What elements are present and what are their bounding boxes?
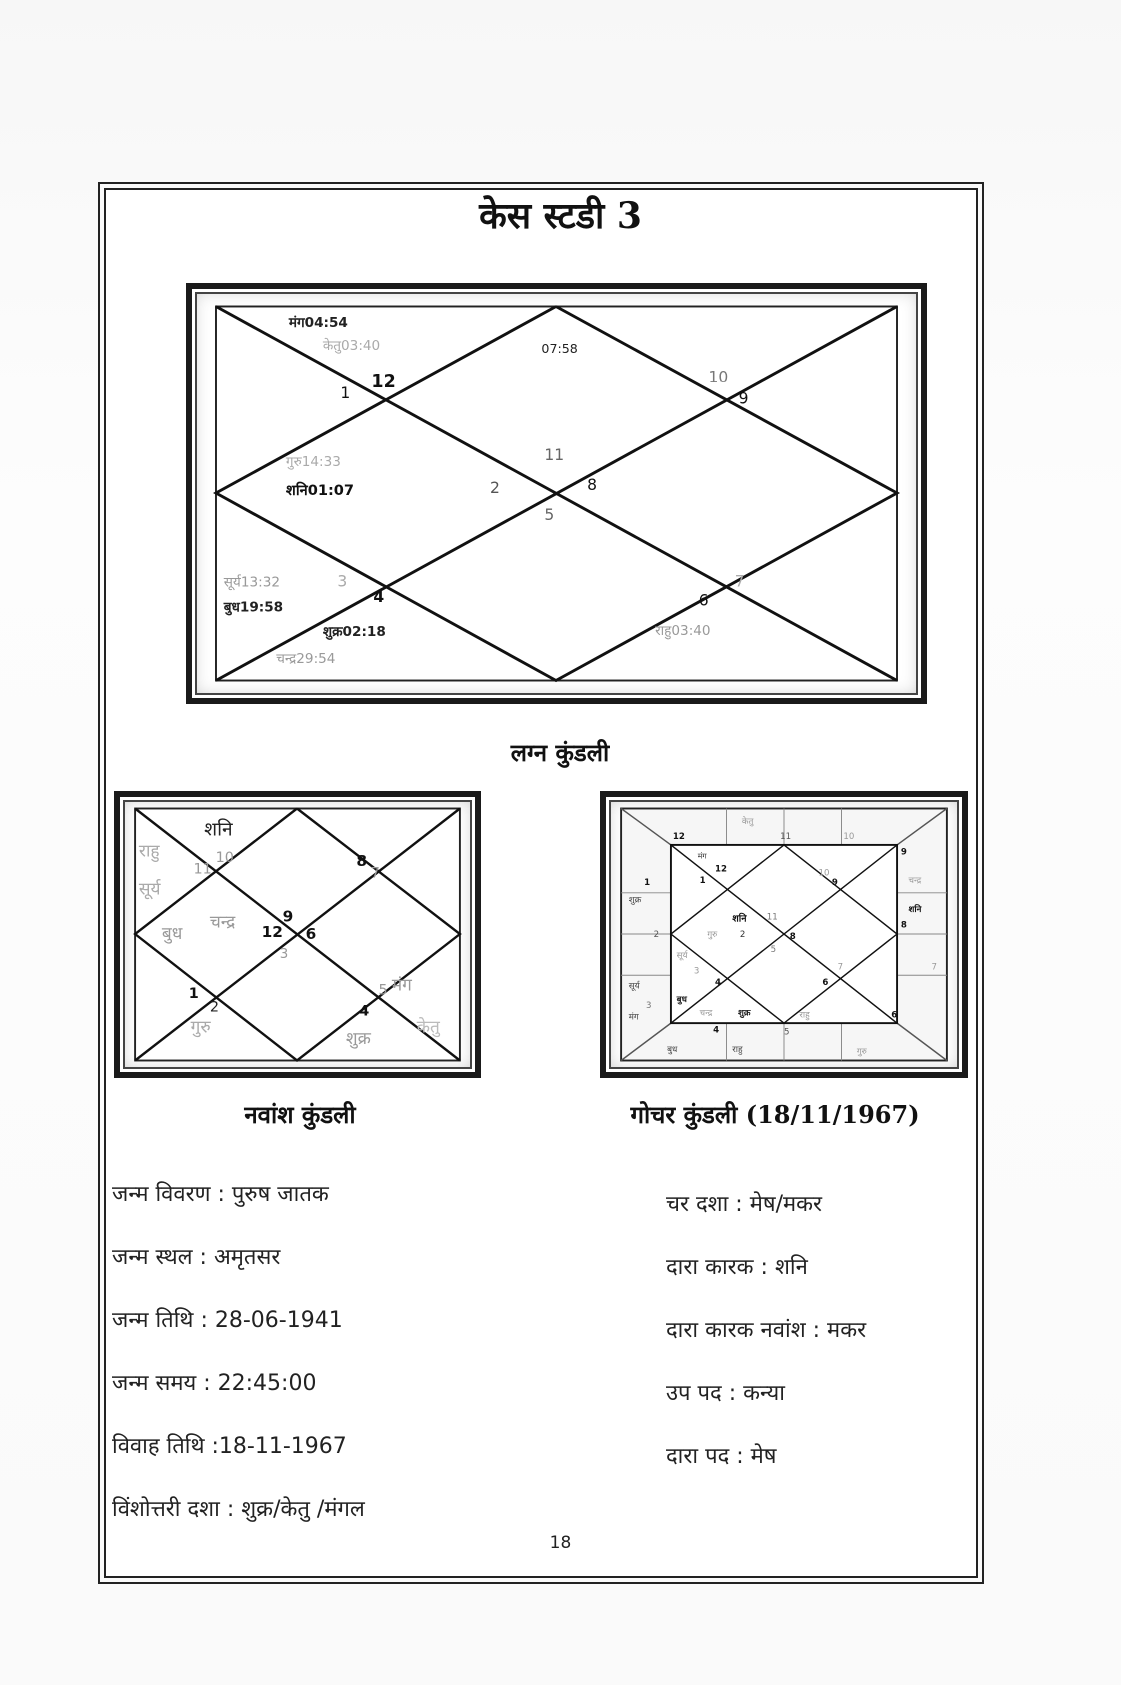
nav-rahu: राहु <box>138 841 160 862</box>
lagna-planet-time: 07:58 <box>541 341 578 357</box>
navansh-chart-svg <box>120 797 475 1072</box>
goc-outer-3: 3 <box>646 1000 652 1011</box>
detail-left-6: विंशोत्तरी दशा : शुक्र/केतु /मंगल <box>112 1497 365 1522</box>
goc-inner-budh: बुध <box>676 995 687 1006</box>
nav-8: 8 <box>356 851 368 870</box>
goc-inner-12: 12 <box>715 864 727 875</box>
nav-7: 7 <box>370 865 380 882</box>
lagna-planet-guru: गुरु14:33 <box>285 453 341 470</box>
lagna-planet-shukra: शुक्र02:18 <box>322 623 386 640</box>
lagna-house-4: 4 <box>373 587 385 606</box>
nav-3: 3 <box>279 946 289 962</box>
goc-outer-mangal: मंग <box>628 1012 639 1023</box>
lagna-chart <box>186 283 927 704</box>
lagna-planet-rahu: राहु03:40 <box>655 622 711 639</box>
goc-inner-7: 7 <box>837 962 844 973</box>
goc-outer-12: 12 <box>672 832 685 843</box>
goc-inner-1: 1 <box>699 876 706 887</box>
page-number: 18 <box>549 1533 572 1553</box>
goc-inner-8: 8 <box>789 931 796 942</box>
goc-outer-rahu: राहु <box>732 1044 743 1055</box>
lagna-house-8: 8 <box>587 476 597 495</box>
nav-11: 11 <box>193 861 212 878</box>
goc-outer-5: 5 <box>784 1027 790 1038</box>
lagna-planet-surya: सूर्य13:32 <box>223 574 281 591</box>
navansh-chart <box>114 791 481 1078</box>
goc-outer-8: 8 <box>900 920 907 931</box>
goc-outer-budh: बुध <box>667 1044 678 1055</box>
lagna-house-11: 11 <box>544 445 565 464</box>
goc-inner-11: 11 <box>766 912 778 923</box>
lagna-house-3: 3 <box>337 572 348 591</box>
goc-inner-10: 10 <box>818 868 830 879</box>
nav-2: 2 <box>209 999 219 1016</box>
goc-outer-2: 2 <box>653 929 660 940</box>
detail-right-4: उप पद : कन्या <box>666 1381 785 1406</box>
lagna-caption: लग्न कुंडली <box>510 738 610 767</box>
nav-mangal: मंग <box>391 975 412 996</box>
goc-outer-1: 1 <box>644 878 651 889</box>
gochar-caption: गोचर कुंडली (18/11/1967) <box>630 1100 920 1129</box>
goc-inner-2: 2 <box>739 929 746 940</box>
lagna-house-9: 9 <box>738 389 749 408</box>
lagna-planet-mangal: मंग04:54 <box>288 314 348 331</box>
goc-inner-guru: गुरु <box>707 929 718 940</box>
detail-right-2: दारा कारक : शनि <box>666 1255 808 1280</box>
goc-inner-shani: शनि <box>732 913 747 925</box>
goc-inner-9: 9 <box>831 878 838 889</box>
goc-inner-4: 4 <box>715 977 722 988</box>
lagna-planet-shani: शनि01:07 <box>285 481 355 499</box>
goc-outer-shukra: शुक्र <box>628 895 642 906</box>
nav-surya: सूर्य <box>138 879 161 900</box>
goc-outer-6: 6 <box>891 1010 898 1021</box>
nav-shukra: शुक्र <box>345 1029 371 1050</box>
nav-12: 12 <box>261 922 283 941</box>
navansh-caption: नवांश कुंडली <box>244 1100 356 1129</box>
goc-inner-5: 5 <box>770 945 777 956</box>
goc-outer-9: 9 <box>900 847 907 858</box>
detail-left-2: जन्म स्थल : अमृतसर <box>112 1245 281 1270</box>
nav-1: 1 <box>188 986 199 1003</box>
gochar-chart-svg <box>606 797 962 1072</box>
goc-outer-ketu: केतु <box>741 816 754 827</box>
goc-outer-surya: सूर्य <box>628 981 640 992</box>
detail-right-5: दारा पद : मेष <box>666 1444 777 1469</box>
goc-inner-chandra: चन्द्र <box>699 1008 713 1019</box>
nav-shani: शनि <box>204 817 233 841</box>
goc-inner-surya: सूर्य <box>676 950 688 961</box>
goc-inner-6: 6 <box>822 977 829 988</box>
goc-outer-guru: गुरु <box>856 1046 867 1057</box>
lagna-house-2: 2 <box>489 479 500 498</box>
goc-outer-7: 7 <box>931 962 938 973</box>
detail-left-4: जन्म समय : 22:45:00 <box>112 1371 317 1396</box>
nav-chandra: चन्द्र <box>209 912 236 933</box>
detail-right-3: दारा कारक नवांश : मकर <box>666 1318 867 1343</box>
detail-right-1: चर दशा : मेष/मकर <box>666 1192 823 1217</box>
lagna-house-6: 6 <box>698 591 709 610</box>
goc-outer-11: 11 <box>780 832 792 843</box>
gochar-chart <box>600 791 968 1078</box>
goc-outer-chandra: चन्द्र <box>908 876 922 887</box>
lagna-planet-chandra: चन्द्र29:54 <box>276 651 336 668</box>
goc-outer-10: 10 <box>843 832 855 843</box>
goc-inner-shukra: शुक्र <box>738 1008 751 1019</box>
lagna-planet-ketu: केतु03:40 <box>322 338 381 355</box>
lagna-house-1: 1 <box>340 383 351 402</box>
lagna-house-7: 7 <box>734 572 745 591</box>
detail-left-1: जन्म विवरण : पुरुष जातक <box>112 1182 329 1207</box>
nav-9: 9 <box>282 907 294 926</box>
lagna-planet-budh: बुध19:58 <box>223 599 284 616</box>
nav-10: 10 <box>215 850 234 867</box>
lagna-house-12: 12 <box>371 372 396 393</box>
goc-inner-mangal: मंग <box>697 851 707 861</box>
nav-5: 5 <box>378 982 388 999</box>
page-title: केस स्टडी 3 <box>479 195 642 237</box>
detail-left-5: विवाह तिथि :18-11-1967 <box>112 1434 347 1459</box>
goc-outer-shani: शनि <box>908 904 922 915</box>
nav-budh: बुध <box>161 923 183 944</box>
detail-left-3: जन्म तिथि : 28-06-1941 <box>112 1308 343 1333</box>
lagna-house-10: 10 <box>708 368 729 387</box>
nav-4: 4 <box>359 1003 370 1020</box>
goc-inner-rahu: राहु <box>799 1010 810 1021</box>
nav-ketu: केतु <box>416 1017 440 1038</box>
goc-outer-4: 4 <box>713 1025 720 1036</box>
goc-inner-3: 3 <box>693 966 700 977</box>
lagna-house-5: 5 <box>544 506 555 525</box>
nav-guru: गुरु <box>190 1017 211 1038</box>
nav-6: 6 <box>305 924 317 943</box>
lagna-chart-svg <box>192 289 921 698</box>
